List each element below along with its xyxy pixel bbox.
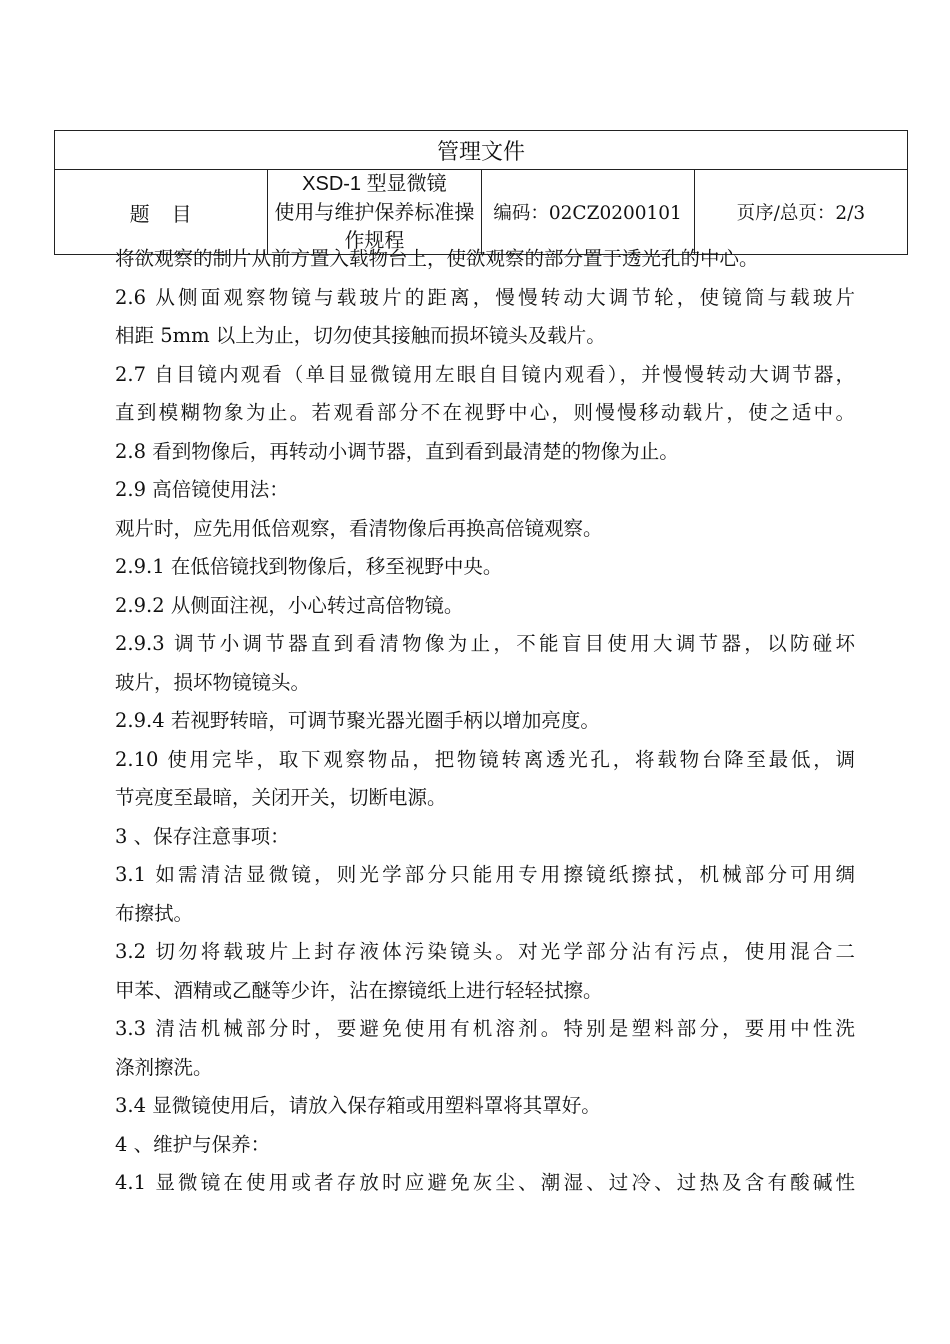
body-line: 2.9 高倍镜使用法： [115, 478, 289, 501]
body-line: 玻片，损坏物镜镜头。 [115, 670, 311, 694]
page-number: 页序/总页：2/3 [694, 170, 907, 255]
body-line: 观片时，应先用低倍观察，看清物像后再换高倍镜观察。 [115, 516, 603, 540]
body-line: 3.3 清洁机械部分时，要避免使用有机溶剂。特别是塑料部分，要用中性洗 [115, 1017, 855, 1040]
body-line: 3.1 如需清洁显微镜，则光学部分只能用专用擦镜纸擦拭，机械部分可用绸 [115, 863, 855, 886]
body-line: 将欲观察的制片从前方置入载物台上，使欲观察的部分置于透光孔的中心。 [115, 247, 759, 270]
document-title: 管理文件 [55, 131, 908, 170]
body-line: 涤剂擦洗。 [115, 1055, 213, 1079]
document-header-table [54, 130, 908, 255]
body-line: 布擦拭。 [115, 901, 194, 925]
body-line: 甲苯、酒精或乙醚等少许，沾在擦镜纸上进行轻轻拭擦。 [115, 978, 603, 1002]
body-line: 2.6 从侧面观察物镜与载玻片的距离，慢慢转动大调节轮，使镜筒与载玻片 [115, 285, 855, 309]
body-line: 2.10 使用完毕，取下观察物品，把物镜转离透光孔，将载物台降至最低，调 [115, 747, 855, 771]
body-line: 节亮度至最暗，关闭开关，切断电源。 [115, 786, 447, 809]
body-line: 3 、保存注意事项： [115, 824, 290, 848]
body-line: 直到模糊物象为止。若观看部分不在视野中心，则慢慢移动载片，使之适中。 [115, 401, 855, 424]
subject-line-2: 使用与维护保养标准操作规程 [274, 200, 475, 252]
body-line: 相距 5mm 以上为止，切勿使其接触而损坏镜头及载片。 [115, 324, 606, 347]
body-line: 3.4 显微镜使用后，请放入保存箱或用塑料罩将其罩好。 [115, 1094, 601, 1117]
subject-line-1: XSD-1 型显微镜 [302, 173, 447, 195]
subject-label: 题 目 [55, 170, 268, 255]
document-body [115, 240, 855, 1203]
document-code: 编码：02CZ0200101 [481, 170, 694, 255]
body-line: 2.9.3 调节小调节器直到看清物像为止，不能盲目使用大调节器，以防碰坏 [115, 632, 855, 655]
body-line: 4 、维护与保养： [115, 1132, 271, 1156]
body-line: 2.7 自目镜内观看（单目显微镜用左眼自目镜内观看），并慢慢转动大调节器， [115, 362, 855, 386]
body-line: 3.2 切勿将载玻片上封存液体污染镜头。对光学部分沾有污点，使用混合二 [115, 940, 855, 963]
body-line: 4.1 显微镜在使用或者存放时应避免灰尘、潮湿、过冷、过热及含有酸碱性 [115, 1171, 855, 1194]
body-line: 2.8 看到物像后，再转动小调节器，直到看到最清楚的物像为止。 [115, 439, 679, 463]
body-line: 2.9.1 在低倍镜找到物像后，移至视野中央。 [115, 555, 503, 578]
body-line: 2.9.2 从侧面注视，小心转过高倍物镜。 [115, 593, 464, 617]
body-line: 2.9.4 若视野转暗，可调节聚光器光圈手柄以增加亮度。 [115, 709, 600, 732]
